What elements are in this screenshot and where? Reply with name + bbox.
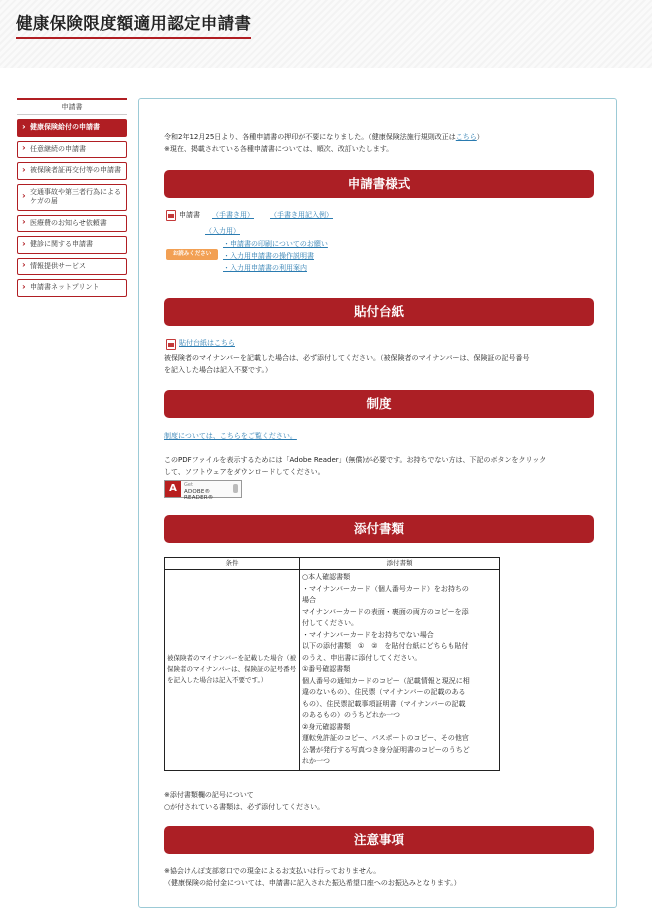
law-revision-link[interactable]: こちら xyxy=(455,133,477,141)
form-input-link[interactable]: （入力用） xyxy=(205,227,240,235)
table-header-condition: 条件 xyxy=(165,558,300,570)
pdf-note-line2: して、ソフトウェアをダウンロードしてください。 xyxy=(164,468,325,476)
print-request-link[interactable]: ・申請書の印刷についてのお願い xyxy=(223,240,328,248)
input-manual-link[interactable]: ・入力用申請書の操作説明書 xyxy=(223,252,314,260)
adobe-badge-icon xyxy=(233,484,238,493)
attach-note-line1: 被保険者のマイナンバーを記載した場合は、必ず添付してください。（被保険者のマイナンバーは、保険証の記号番号 xyxy=(164,354,530,362)
section-heading-caution: 注意事項 xyxy=(164,826,594,854)
sidebar-item-netprint[interactable]: › 申請書ネットプリント xyxy=(17,279,127,297)
section-heading-docs: 添付書類 xyxy=(164,515,594,543)
caution-line1: ※協会けんぽ支部窓口での現金によるお支払いは行っておりません。 xyxy=(164,867,381,875)
section-heading-form: 申請書様式 xyxy=(164,170,594,198)
caution-line2: （健康保険の給付金については、申請書に記入された振込希望口座へのお振込みとなります。） xyxy=(164,879,461,887)
pdf-icon xyxy=(166,210,176,221)
sidebar-item-health-insurance-benefits[interactable]: › 健康保険給付の申請書 xyxy=(17,119,127,137)
form-handwritten-link[interactable]: （手書き用） xyxy=(212,211,254,219)
docs-footnote-1: ※添付書類欄の記号について xyxy=(164,791,254,799)
sidebar-item-traffic-accident[interactable]: › 交通事故や第三者行為によるケガの届 xyxy=(17,184,127,211)
main-content xyxy=(138,98,617,908)
adobe-get-label: Get xyxy=(184,482,193,488)
pdf-icon xyxy=(166,339,176,350)
form-handwritten-example-link[interactable]: （手書き用記入例） xyxy=(270,211,333,219)
docs-cell: ○本人確認書類 ・マイナンバーカード（個人番号カード）をお持ちの 場合 マイナンバーカードの表面・裏面の両方のコピーを添 付してください。 ・マイナンバーカードをお持ちでない場合 以下の添付書類 ① ② を貼付台紙にどちらも貼付 のうえ、申出書に添付してください。 ①番号確認書類 個人番号の通知カードのコピー（記載情報と現況に相 違のないもの）、住民票（マイナンバーの記載のある もの）、住民票記載事項証明書（マイナンバーの記載 のあるもの）のうちどれか一つ ②身元確認書類 運転免許証のコピー、パスポートのコピー、その他官 公署が発行する写真つき身分証明書のコピーのうちど れか一つ xyxy=(300,570,500,771)
condition-cell: 被保険者のマイナンバーを記載した場合（被保険者のマイナンバーは、保険証の記号番号を記入した場合は記入不要です。） xyxy=(165,570,300,771)
table-header-docs: 添付書類 xyxy=(300,558,500,570)
adobe-reader-label: ADOBE® READER® xyxy=(184,489,214,501)
sidebar-heading: 申請書 xyxy=(17,98,127,115)
attach-note-line2: を記入した場合は記入不要です。） xyxy=(164,366,272,374)
adobe-logo-icon: A xyxy=(165,481,181,497)
sidebar-item-card-reissue[interactable]: › 被保険者証再交付等の申請書 xyxy=(17,162,127,180)
input-guide-link[interactable]: ・入力用申請書の利用案内 xyxy=(223,264,307,272)
attach-sheet-link[interactable]: 貼付台紙はこちら xyxy=(179,339,235,347)
adobe-reader-download-button[interactable] xyxy=(164,480,242,501)
section-heading-system: 制度 xyxy=(164,390,594,418)
required-docs-table xyxy=(164,557,500,771)
page-title: 健康保険限度額適用認定申請書 xyxy=(16,10,251,39)
sidebar xyxy=(17,98,127,297)
sidebar-item-voluntary-continuation[interactable]: › 任意継続の申請書 xyxy=(17,141,127,159)
please-read-badge: お読みください xyxy=(166,249,218,260)
revision-notice: ※現在、掲載されている各種申請書については、順次、改訂いたします。 xyxy=(164,145,394,153)
sidebar-item-info-service[interactable]: › 情報提供サービス xyxy=(17,258,127,276)
pdf-note-line1: このPDFファイルを表示するためには「Adobe Reader」(無償)が必要です。お持ちでない方は、下記のボタンをクリック xyxy=(164,456,547,464)
section-heading-attach: 貼付台紙 xyxy=(164,298,594,326)
sidebar-item-checkup[interactable]: › 健診に関する申請書 xyxy=(17,236,127,254)
docs-footnote-2: ○が付されている書類は、必ず添付してください。 xyxy=(164,803,325,811)
seal-notice: 令和2年12月25日より、各種申請書の押印が不要になりました。（健康保険法施行規則改正はこちら） xyxy=(164,133,484,141)
system-info-link[interactable]: 制度については、こちらをご覧ください。 xyxy=(164,432,297,440)
form-label: 申請書 xyxy=(179,211,200,219)
table-row xyxy=(165,570,500,771)
sidebar-item-medical-notice[interactable]: › 医療費のお知らせ依頼書 xyxy=(17,215,127,233)
